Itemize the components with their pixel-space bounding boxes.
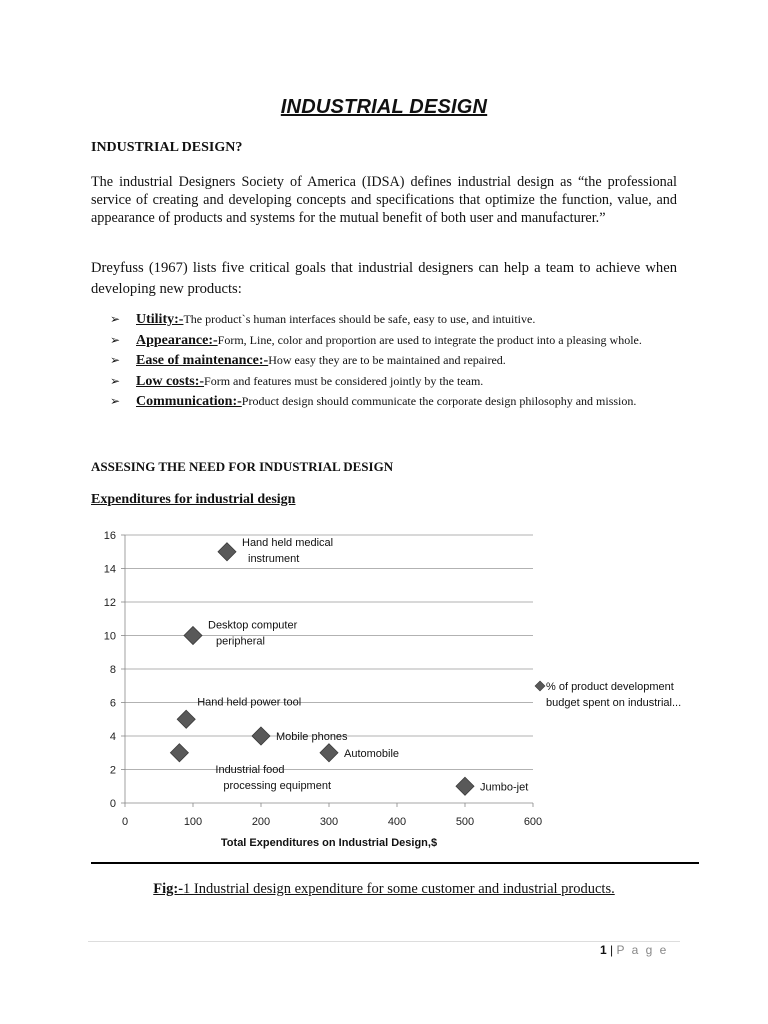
y-tick-label: 14 xyxy=(103,563,116,576)
y-tick-label: 0 xyxy=(109,798,116,810)
divider-rule xyxy=(91,862,699,864)
y-tick-label: 16 xyxy=(103,530,116,542)
data-point-label xyxy=(215,764,331,792)
data-point-label xyxy=(242,537,333,565)
list-item xyxy=(110,394,710,415)
list-item xyxy=(110,333,710,354)
y-tick-label: 10 xyxy=(103,630,116,643)
document-title: INDUSTRIAL DESIGN xyxy=(280,96,488,118)
data-point-label-line: Automobile xyxy=(344,747,400,760)
y-tick-label: 8 xyxy=(109,664,116,676)
data-point-label-line: Jumbo-jet xyxy=(480,781,529,794)
data-point-label xyxy=(197,696,301,708)
data-point-marker xyxy=(218,543,236,561)
data-point-label-line: Industrial food xyxy=(215,763,285,776)
y-tick-label: 12 xyxy=(103,597,116,609)
legend-label-line2: budget spent on industrial... xyxy=(546,697,682,709)
x-tick-label: 600 xyxy=(523,816,543,828)
x-tick-label: 200 xyxy=(251,816,271,828)
goal-text: Form, Line, color and proportion are used to integrate the product into a pleasing whole. xyxy=(217,332,642,347)
arrow-bullet-icon: ➢ xyxy=(110,373,121,388)
data-point-label-line: Hand held medical xyxy=(242,536,334,549)
data-point-label-line: Desktop computer xyxy=(208,619,298,632)
data-point-label xyxy=(208,620,298,648)
goal-term: Low costs:- xyxy=(136,373,205,389)
data-point-marker xyxy=(320,744,338,762)
goal-term: Communication:- xyxy=(136,394,242,410)
x-axis-label: Total Expenditures on Industrial Design,$ xyxy=(220,837,438,849)
y-tick-label: 2 xyxy=(109,764,116,777)
y-tick-label: 4 xyxy=(109,731,116,743)
data-point-marker xyxy=(456,777,474,795)
page-separator: | xyxy=(610,943,614,957)
page-number: 1 xyxy=(600,943,607,957)
section-heading-assessing-need: ASSESING THE NEED FOR INDUSTRIAL DESIGN xyxy=(91,459,394,474)
page-word: P a g e xyxy=(616,943,669,957)
figure-caption xyxy=(0,881,768,898)
goal-term: Utility:- xyxy=(136,312,184,327)
arrow-bullet-icon: ➢ xyxy=(110,332,121,347)
x-tick-label: 0 xyxy=(121,816,129,828)
x-tick-label: 500 xyxy=(455,816,475,828)
goal-text: How easy they are to be maintained and repaired. xyxy=(268,353,506,368)
x-tick-label: 100 xyxy=(183,816,203,828)
data-point-label-line: peripheral xyxy=(216,635,265,648)
data-point-label xyxy=(344,748,399,760)
caption-text: 1 Industrial design expenditure for some customer and industrial products. xyxy=(183,881,615,897)
section-heading-industrial-design: INDUSTRIAL DESIGN? xyxy=(91,140,243,155)
data-point-marker xyxy=(170,744,188,762)
list-item xyxy=(110,312,710,333)
page-footer xyxy=(600,943,668,957)
legend-marker xyxy=(535,681,545,691)
expenditure-scatter-chart xyxy=(80,520,720,850)
paragraph-idsa-definition: The industrial Designers Society of America (IDSA) defines industrial design as “the professional service of creating and developing concepts and specifications that optimize the function, value, and appearance of products and systems for the mutual benefit of both user and manufacturer.” xyxy=(91,174,677,226)
data-point-marker xyxy=(252,727,270,745)
goals-list xyxy=(110,312,710,415)
data-point-marker xyxy=(184,627,202,645)
data-point-label-line: processing equipment xyxy=(223,779,332,792)
goal-text: Form and features must be considered jointly by the team. xyxy=(204,373,484,388)
arrow-bullet-icon: ➢ xyxy=(110,353,121,368)
list-item xyxy=(110,374,710,395)
section-heading-expenditures: Expenditures for industrial design xyxy=(91,492,296,507)
legend-label-line1: % of product development xyxy=(546,681,674,693)
data-point-label-line: instrument xyxy=(248,552,300,565)
list-item xyxy=(110,353,710,374)
x-tick-label: 400 xyxy=(387,816,407,828)
data-point-marker xyxy=(177,710,195,728)
footer-rule xyxy=(88,941,680,942)
goal-text: Product design should communicate the corporate design philosophy and mission. xyxy=(241,394,637,409)
paragraph-dreyfuss: Dreyfuss (1967) lists five critical goals that industrial designers can help a team to achieve when developing new products: xyxy=(91,260,677,297)
y-tick-label: 6 xyxy=(109,697,116,710)
x-tick-label: 300 xyxy=(319,816,339,828)
arrow-bullet-icon: ➢ xyxy=(110,312,121,326)
arrow-bullet-icon: ➢ xyxy=(110,394,121,409)
data-point-label xyxy=(480,781,528,793)
goal-term: Appearance:- xyxy=(136,332,218,348)
data-point-label-line: Hand held power tool xyxy=(197,696,302,709)
data-point-label xyxy=(276,731,348,743)
data-point-label-line: Mobile phones xyxy=(276,731,348,743)
goal-term: Ease of maintenance:- xyxy=(136,353,269,369)
caption-prefix: Fig:- xyxy=(153,881,184,897)
goal-text: The product`s human interfaces should be safe, easy to use, and intuitive. xyxy=(183,312,536,326)
